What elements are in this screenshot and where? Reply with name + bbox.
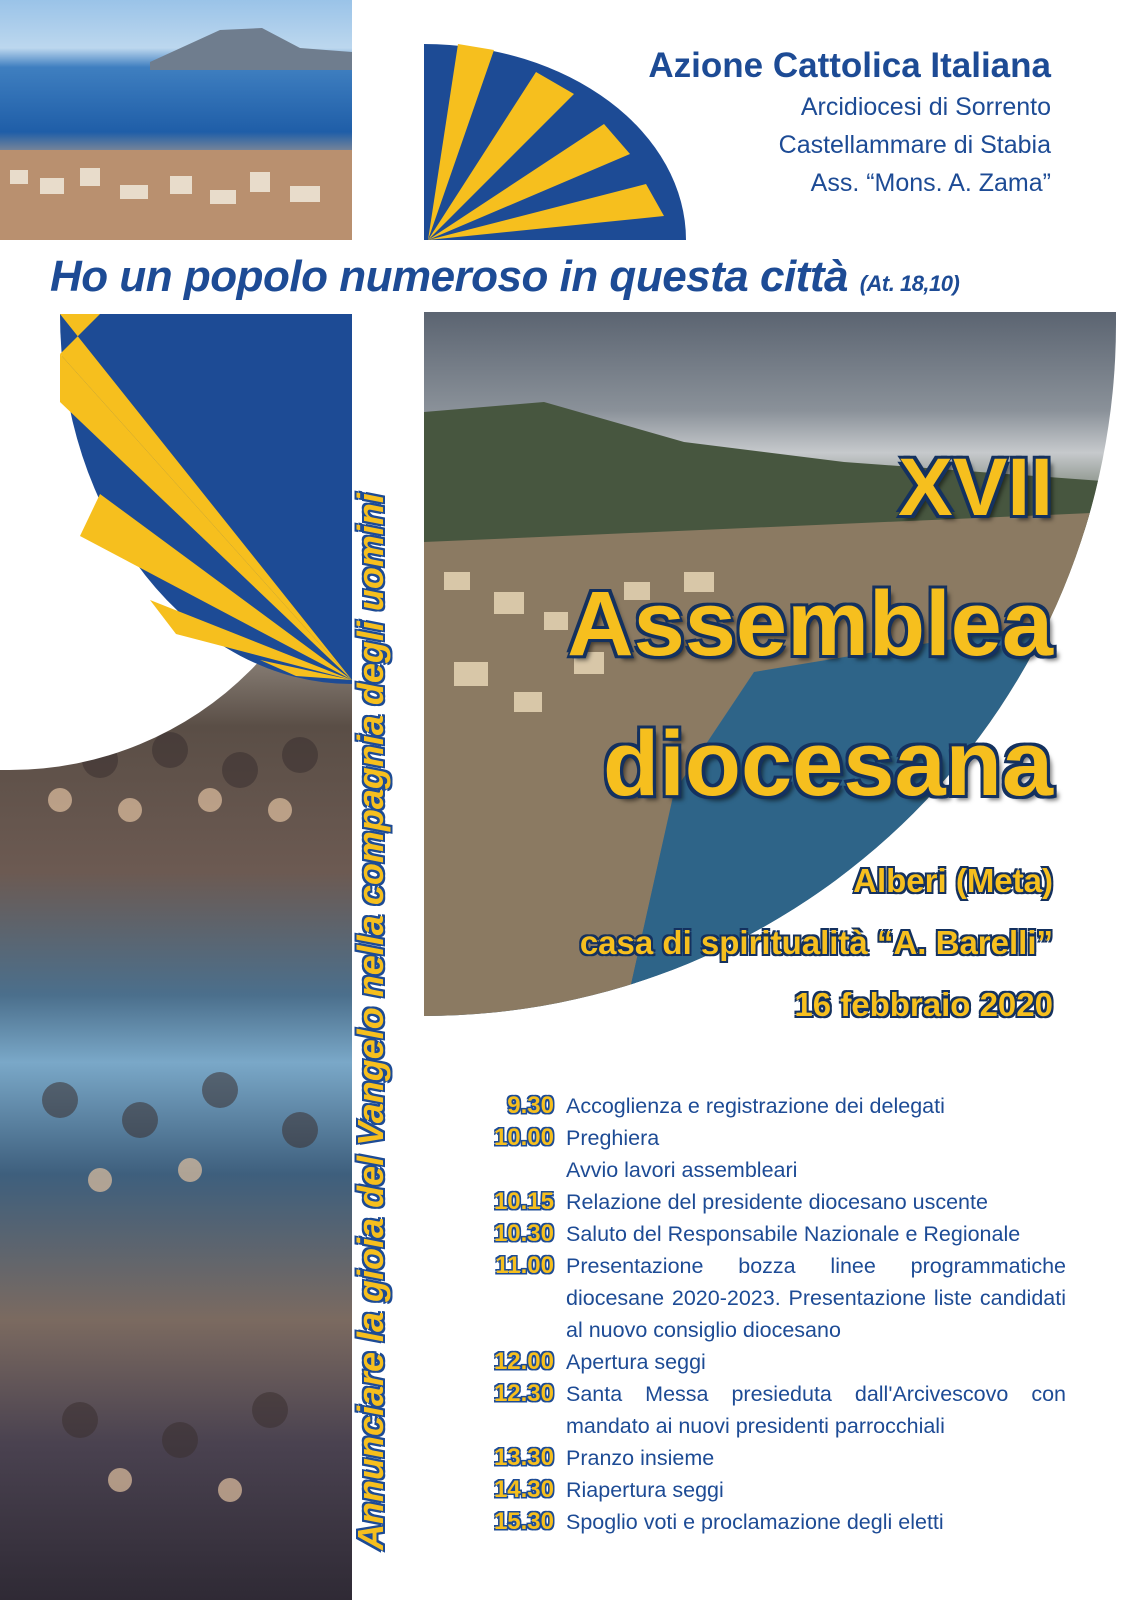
- program-text: Saluto del Responsabile Nazionale e Regionale: [566, 1222, 1021, 1246]
- program-row: [476, 1250, 1066, 1346]
- event-info: [580, 850, 1053, 1036]
- program-text: Riapertura seggi: [566, 1478, 724, 1502]
- event-place: Alberi (Meta): [853, 862, 1053, 899]
- program-schedule: [476, 1090, 1066, 1538]
- program-text: Pranzo insieme: [566, 1446, 715, 1470]
- program-row: [476, 1378, 1066, 1442]
- program-time: 13.30: [493, 1444, 554, 1471]
- program-time: 12.30: [493, 1380, 554, 1407]
- program-time: 10.00: [493, 1124, 554, 1151]
- program-text: Preghiera: [566, 1126, 660, 1150]
- title-diocesana: diocesana: [603, 713, 1053, 815]
- program-time: 10.30: [493, 1220, 554, 1247]
- program-time: 14.30: [493, 1476, 554, 1503]
- program-text: Relazione del presidente diocesano uscente: [566, 1190, 988, 1214]
- diocese-line: Arcidiocesi di Sorrento: [800, 93, 1051, 121]
- motto-text: Ho un popolo numeroso in questa città: [50, 252, 848, 301]
- program-time: 15.30: [493, 1508, 554, 1535]
- program-row: [476, 1122, 1066, 1154]
- program-text: Apertura seggi: [566, 1350, 706, 1374]
- program-row: [476, 1346, 1066, 1378]
- program-row: [476, 1442, 1066, 1474]
- program-text: Accoglienza e registrazione dei delegati: [566, 1094, 945, 1118]
- program-time: 11.00: [495, 1252, 554, 1279]
- program-text: Presentazione bozza linee programmatiche diocesane 2020-2023. Presentazione liste candidati al nuovo consiglio diocesano: [566, 1254, 1066, 1342]
- program-text: Santa Messa presieduta dall'Arcivescovo con mandato ai nuovi presidenti parrocchiali: [566, 1382, 1066, 1438]
- organization-name: Azione Cattolica Italiana: [648, 46, 1051, 85]
- association-line: Ass. “Mons. A. Zama”: [810, 169, 1051, 197]
- program-row: [476, 1218, 1066, 1250]
- motto: [50, 252, 1110, 302]
- city-line: Castellammare di Stabia: [778, 131, 1051, 159]
- title-assemblea: Assemblea: [567, 573, 1053, 675]
- program-row: [476, 1506, 1066, 1538]
- program-row: [476, 1090, 1066, 1122]
- program-text: Avvio lavori assembleari: [566, 1158, 798, 1182]
- event-venue: casa di spiritualità “A. Barelli”: [579, 924, 1053, 961]
- naples-bay-photo: [0, 0, 352, 240]
- edition-number: XVII: [898, 442, 1053, 533]
- program-time: 10.15: [493, 1188, 554, 1215]
- motto-reference: (At. 18,10): [859, 271, 960, 296]
- program-row: [476, 1186, 1066, 1218]
- program-text: Spoglio voti e proclamazione degli eletti: [566, 1510, 944, 1534]
- program-row: [476, 1154, 1066, 1186]
- event-date: 16 febbraio 2020: [794, 986, 1053, 1023]
- organization-header: [648, 44, 1051, 202]
- vertical-slogan: Annunciare la gioia del Vangelo nella compagnia degli uomini: [350, 493, 391, 1550]
- program-time: 12.00: [493, 1348, 554, 1375]
- ac-fan-logo-top: [424, 44, 686, 240]
- ac-fan-logo-left: [60, 314, 352, 684]
- program-row: [476, 1474, 1066, 1506]
- program-time: 9.30: [507, 1092, 554, 1119]
